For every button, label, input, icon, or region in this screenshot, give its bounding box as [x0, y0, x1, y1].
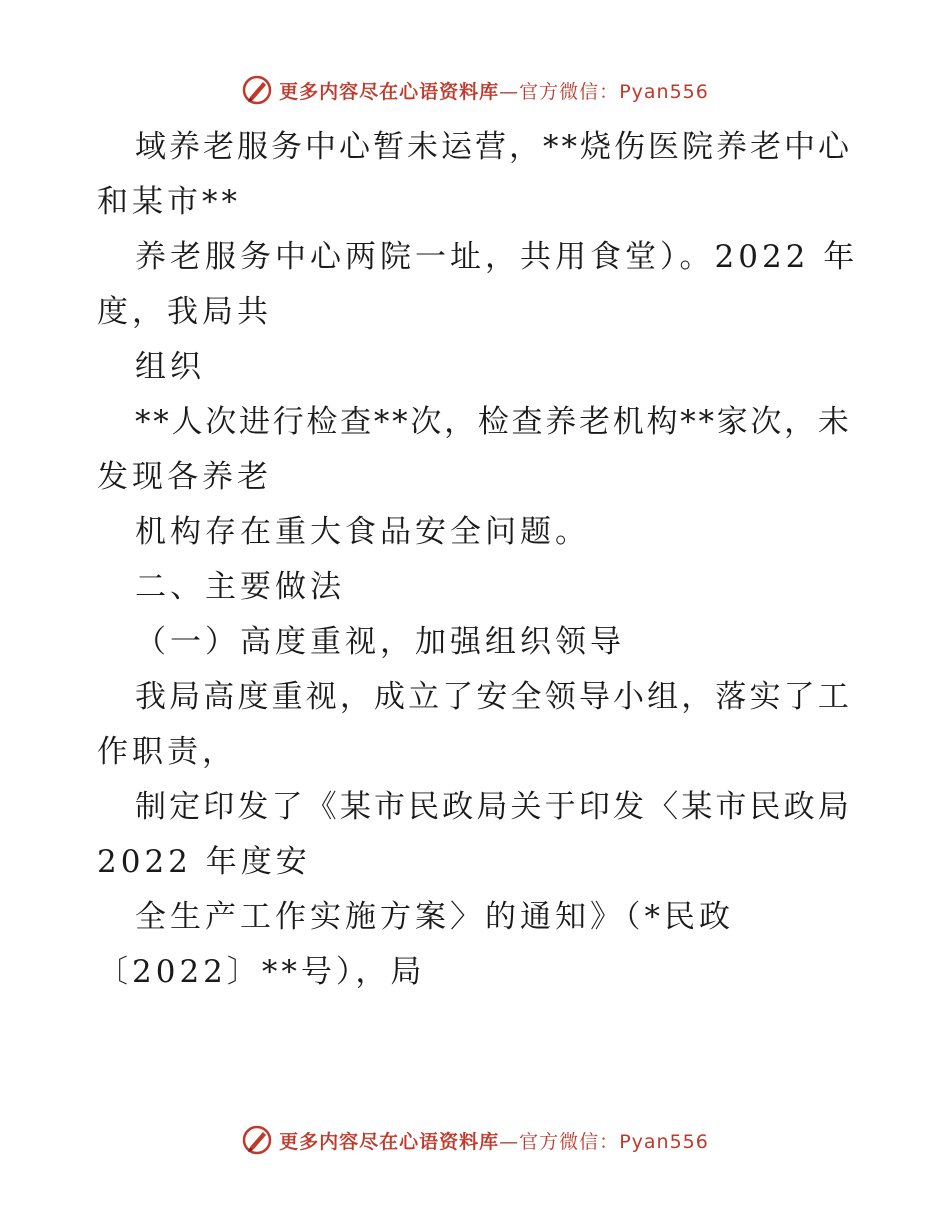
pen-logo-icon — [241, 74, 273, 106]
text-line-8: 机构存在重大食品安全问题。 — [135, 514, 590, 550]
text-line-4: 度，我局共 — [97, 294, 272, 330]
pen-logo-icon — [241, 1124, 273, 1156]
document-body — [97, 120, 857, 1000]
banner-text: 更多内容尽在心语资料库—官方微信：Pyan556 — [279, 80, 709, 103]
footer-watermark-banner — [0, 1120, 950, 1160]
text-line-5: 组织 — [135, 349, 205, 385]
text-line-7: 发现各养老 — [97, 459, 272, 495]
subsection-heading: （一）高度重视，加强组织领导 — [135, 624, 625, 660]
text-line-1: 域 养 老 服 务 中 心 暂 未 运 营 ， * * 烧 伤 医 院 养 老 中 心 — [135, 129, 849, 165]
text-line-15: 全生产工作实施方案〉的通知》（*民政 — [135, 899, 734, 935]
banner-text: 更多内容尽在心语资料库—官方微信：Pyan556 — [279, 1130, 709, 1153]
header-watermark-banner — [0, 70, 950, 110]
section-heading: 二、主要做法 — [135, 569, 345, 605]
text-line-11: 我 局 高 度 重 视 ， 成 立 了 安 全 领 导 小 组 ， 落 实 了 工 — [135, 679, 849, 715]
text-line-3: 养老服务中心两院一址，共用食堂）。2022 年 — [135, 239, 859, 275]
text-line-16: 〔2022〕**号），局 — [97, 954, 426, 990]
text-line-13: 制 定 印 发 了 《 某 市 民 政 局 关 于 印 发 〈 某 市 民 政 局 — [135, 789, 849, 825]
text-line-6: * * 人 次 进 行 检 查 * * 次 ， 检 查 养 老 机 构 * * 家 次 ， 未 — [135, 404, 849, 440]
text-line-14: 2022 年度安 — [97, 844, 311, 880]
text-line-2: 和某市** — [97, 184, 241, 220]
text-line-12: 作职责， — [97, 734, 237, 770]
